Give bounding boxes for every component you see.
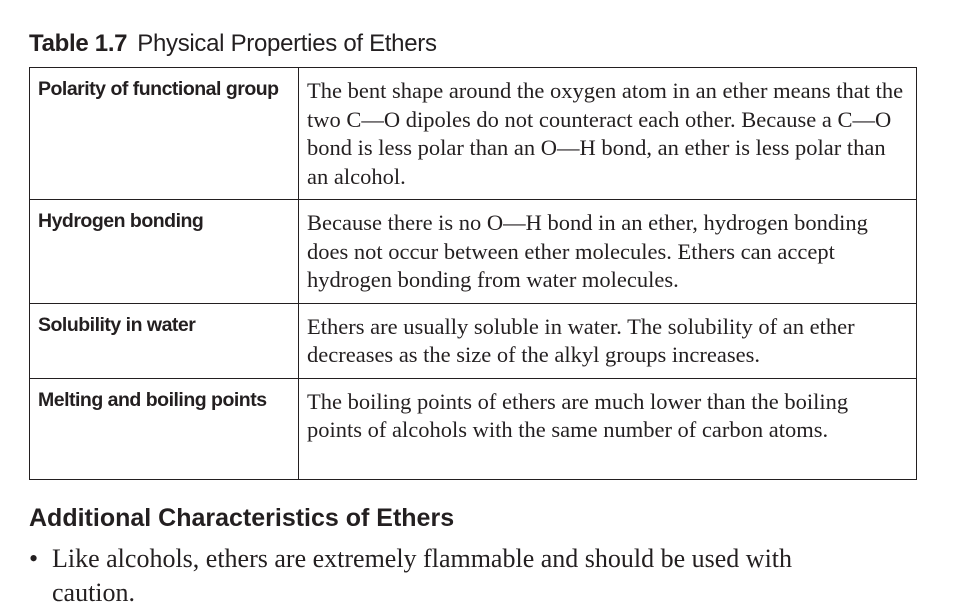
- row-label-solubility: Solubility in water: [30, 303, 299, 378]
- properties-table: [29, 67, 917, 480]
- row-description-polarity: The bent shape around the oxygen atom in an ether means that the two C—O dipoles do not counteract each other. Because a C—O bond is less polar than an O—H bond, an ether is less polar than an alcohol.: [299, 68, 917, 200]
- list-item: [29, 542, 909, 610]
- row-label-hydrogen-bonding: Hydrogen bonding: [30, 200, 299, 304]
- table-row: [30, 303, 917, 378]
- bullet-marker: •: [29, 544, 39, 573]
- table-title: Physical Properties of Ethers: [137, 30, 437, 57]
- bullet-text: Like alcohols, ethers are extremely flammable and should be used with caution.: [52, 544, 793, 607]
- row-description-hydrogen-bonding: Because there is no O—H bond in an ether, hydrogen bonding does not occur between ether molecules. Ethers can accept hydrogen bonding from water molecules.: [299, 200, 917, 304]
- table-number: Table 1.7: [29, 30, 128, 57]
- table-row: [30, 378, 917, 479]
- row-label-melting-boiling: Melting and boiling points: [30, 378, 299, 479]
- table-row: [30, 200, 917, 304]
- section-heading: Additional Characteristics of Ethers: [29, 504, 455, 532]
- row-label-polarity: Polarity of functional group: [30, 68, 299, 200]
- row-description-solubility: Ethers are usually soluble in water. The solubility of an ether decreases as the size of the alkyl groups increases.: [299, 303, 917, 378]
- table-row: [30, 68, 917, 200]
- table-caption: [29, 28, 437, 60]
- row-description-melting-boiling: The boiling points of ethers are much lower than the boiling points of alcohols with the same number of carbon atoms.: [299, 378, 917, 479]
